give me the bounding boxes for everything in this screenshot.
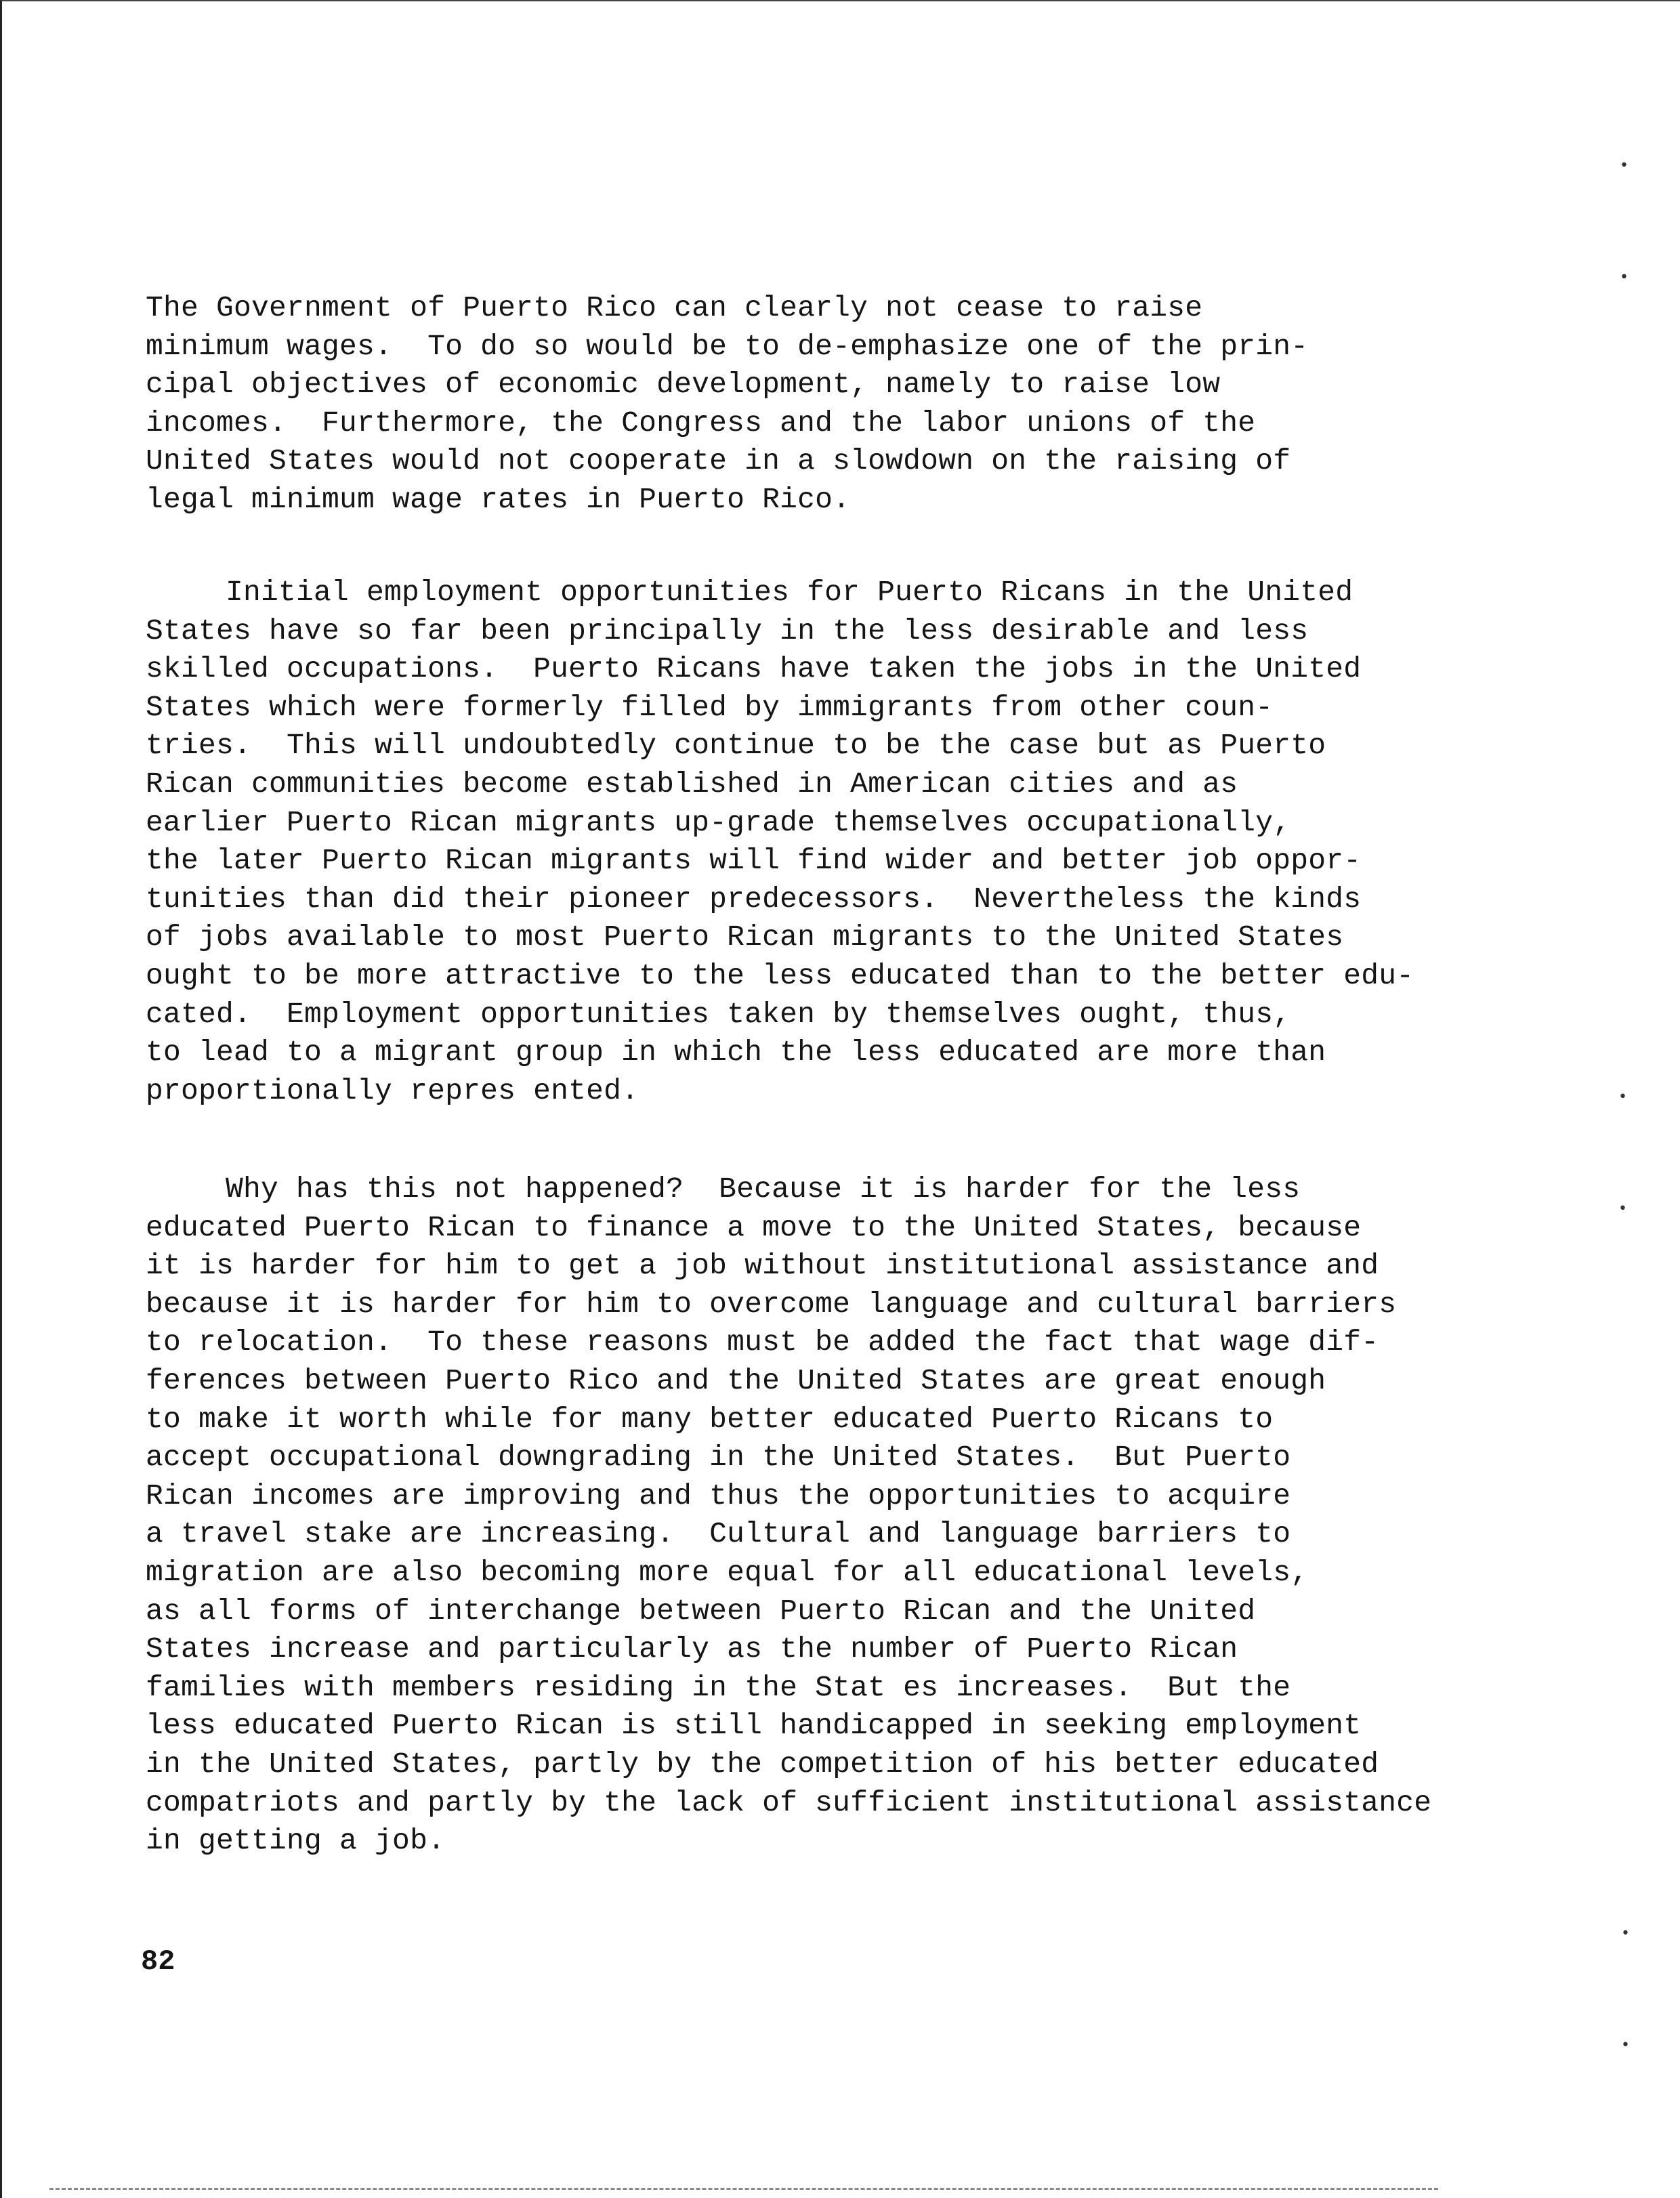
text-line: incomes. Furthermore, the Congress and the labor unions of the: [146, 406, 1256, 440]
text-line: of jobs available to most Puerto Rican migrants to the United States: [146, 921, 1344, 954]
text-line: States increase and particularly as the number of Puerto Rican: [146, 1632, 1238, 1666]
text-line: a travel stake are increasing. Cultural and language barriers to: [146, 1517, 1291, 1551]
text-line: minimum wages. To do so would be to de-emphasize one of the prin-: [146, 329, 1309, 363]
text-line: proportionally repres ented.: [146, 1074, 639, 1107]
text-line: less educated Puerto Rican is still handicapped in seeking employment: [146, 1709, 1362, 1743]
scan-speck: •: [1621, 1925, 1630, 1942]
text-line: to lead to a migrant group in which the less educated are more than: [146, 1036, 1326, 1070]
text-line: migration are also becoming more equal for all educational levels,: [146, 1555, 1309, 1589]
scan-speck: •: [1618, 1200, 1627, 1217]
text-line: as all forms of interchange between Puerto Rican and the United: [146, 1594, 1256, 1628]
text-line: Why has this not happened? Because it is harder for the less: [226, 1172, 1301, 1206]
text-line: Rican communities become established in American cities and as: [146, 767, 1238, 801]
text-line: because it is harder for him to overcome language and cultural barriers: [146, 1287, 1397, 1321]
scan-speck: •: [1621, 2037, 1630, 2054]
text-line: States have so far been principally in the less desirable and less: [146, 614, 1309, 648]
paragraph-2: [146, 574, 1414, 1110]
text-line: cipal objectives of economic development, namely to raise low: [146, 368, 1221, 402]
text-line: Rican incomes are improving and thus the opportunities to acquire: [146, 1479, 1291, 1513]
text-line: it is harder for him to get a job without institutional assistance and: [146, 1249, 1379, 1283]
page-number: 82: [141, 1945, 175, 1978]
text-line: the later Puerto Rican migrants will find wider and better job oppor-: [146, 844, 1362, 878]
text-line: Initial employment opportunities for Puerto Ricans in the United: [226, 576, 1353, 609]
scan-edge-line: [49, 2188, 1438, 2190]
paragraph-1: [146, 289, 1406, 520]
scan-speck: •: [1620, 269, 1629, 286]
text-line: skilled occupations. Puerto Ricans have taken the jobs in the United: [146, 652, 1362, 686]
paragraph-3: [146, 1170, 1432, 1861]
scan-speck: •: [1618, 1089, 1627, 1105]
text-line: to make it worth while for many better educated Puerto Ricans to: [146, 1402, 1274, 1436]
text-line: legal minimum wage rates in Puerto Rico.: [146, 482, 851, 516]
text-line: compatriots and partly by the lack of sufficient institutional assistance: [146, 1785, 1432, 1819]
text-line: families with members residing in the Stat es increases. But the: [146, 1670, 1291, 1704]
text-line: tunities than did their pioneer predecessors. Nevertheless the kinds: [146, 882, 1362, 916]
text-line: earlier Puerto Rican migrants up-grade themselves occupationally,: [146, 805, 1291, 839]
text-line: ought to be more attractive to the less educated than to the better edu-: [146, 958, 1414, 992]
text-line: to relocation. To these reasons must be added the fact that wage dif-: [146, 1326, 1379, 1359]
text-line: ferences between Puerto Rico and the United States are great enough: [146, 1364, 1326, 1397]
text-line: United States would not cooperate in a slowdown on the raising of: [146, 444, 1291, 478]
text-line: in the United States, partly by the competition of his better educated: [146, 1747, 1379, 1781]
text-line: educated Puerto Rican to finance a move to the United States, because: [146, 1210, 1362, 1244]
scan-speck: •: [1620, 157, 1629, 174]
text-line: States which were formerly filled by immigrants from other coun-: [146, 690, 1274, 724]
text-line: The Government of Puerto Rico can clearly not cease to raise: [146, 291, 1203, 324]
text-line: in getting a job.: [146, 1824, 446, 1858]
text-line: accept occupational downgrading in the United States. But Puerto: [146, 1441, 1291, 1475]
text-line: cated. Employment opportunities taken by themselves ought, thus,: [146, 997, 1291, 1031]
text-line: tries. This will undoubtedly continue to be the case but as Puerto: [146, 729, 1326, 763]
